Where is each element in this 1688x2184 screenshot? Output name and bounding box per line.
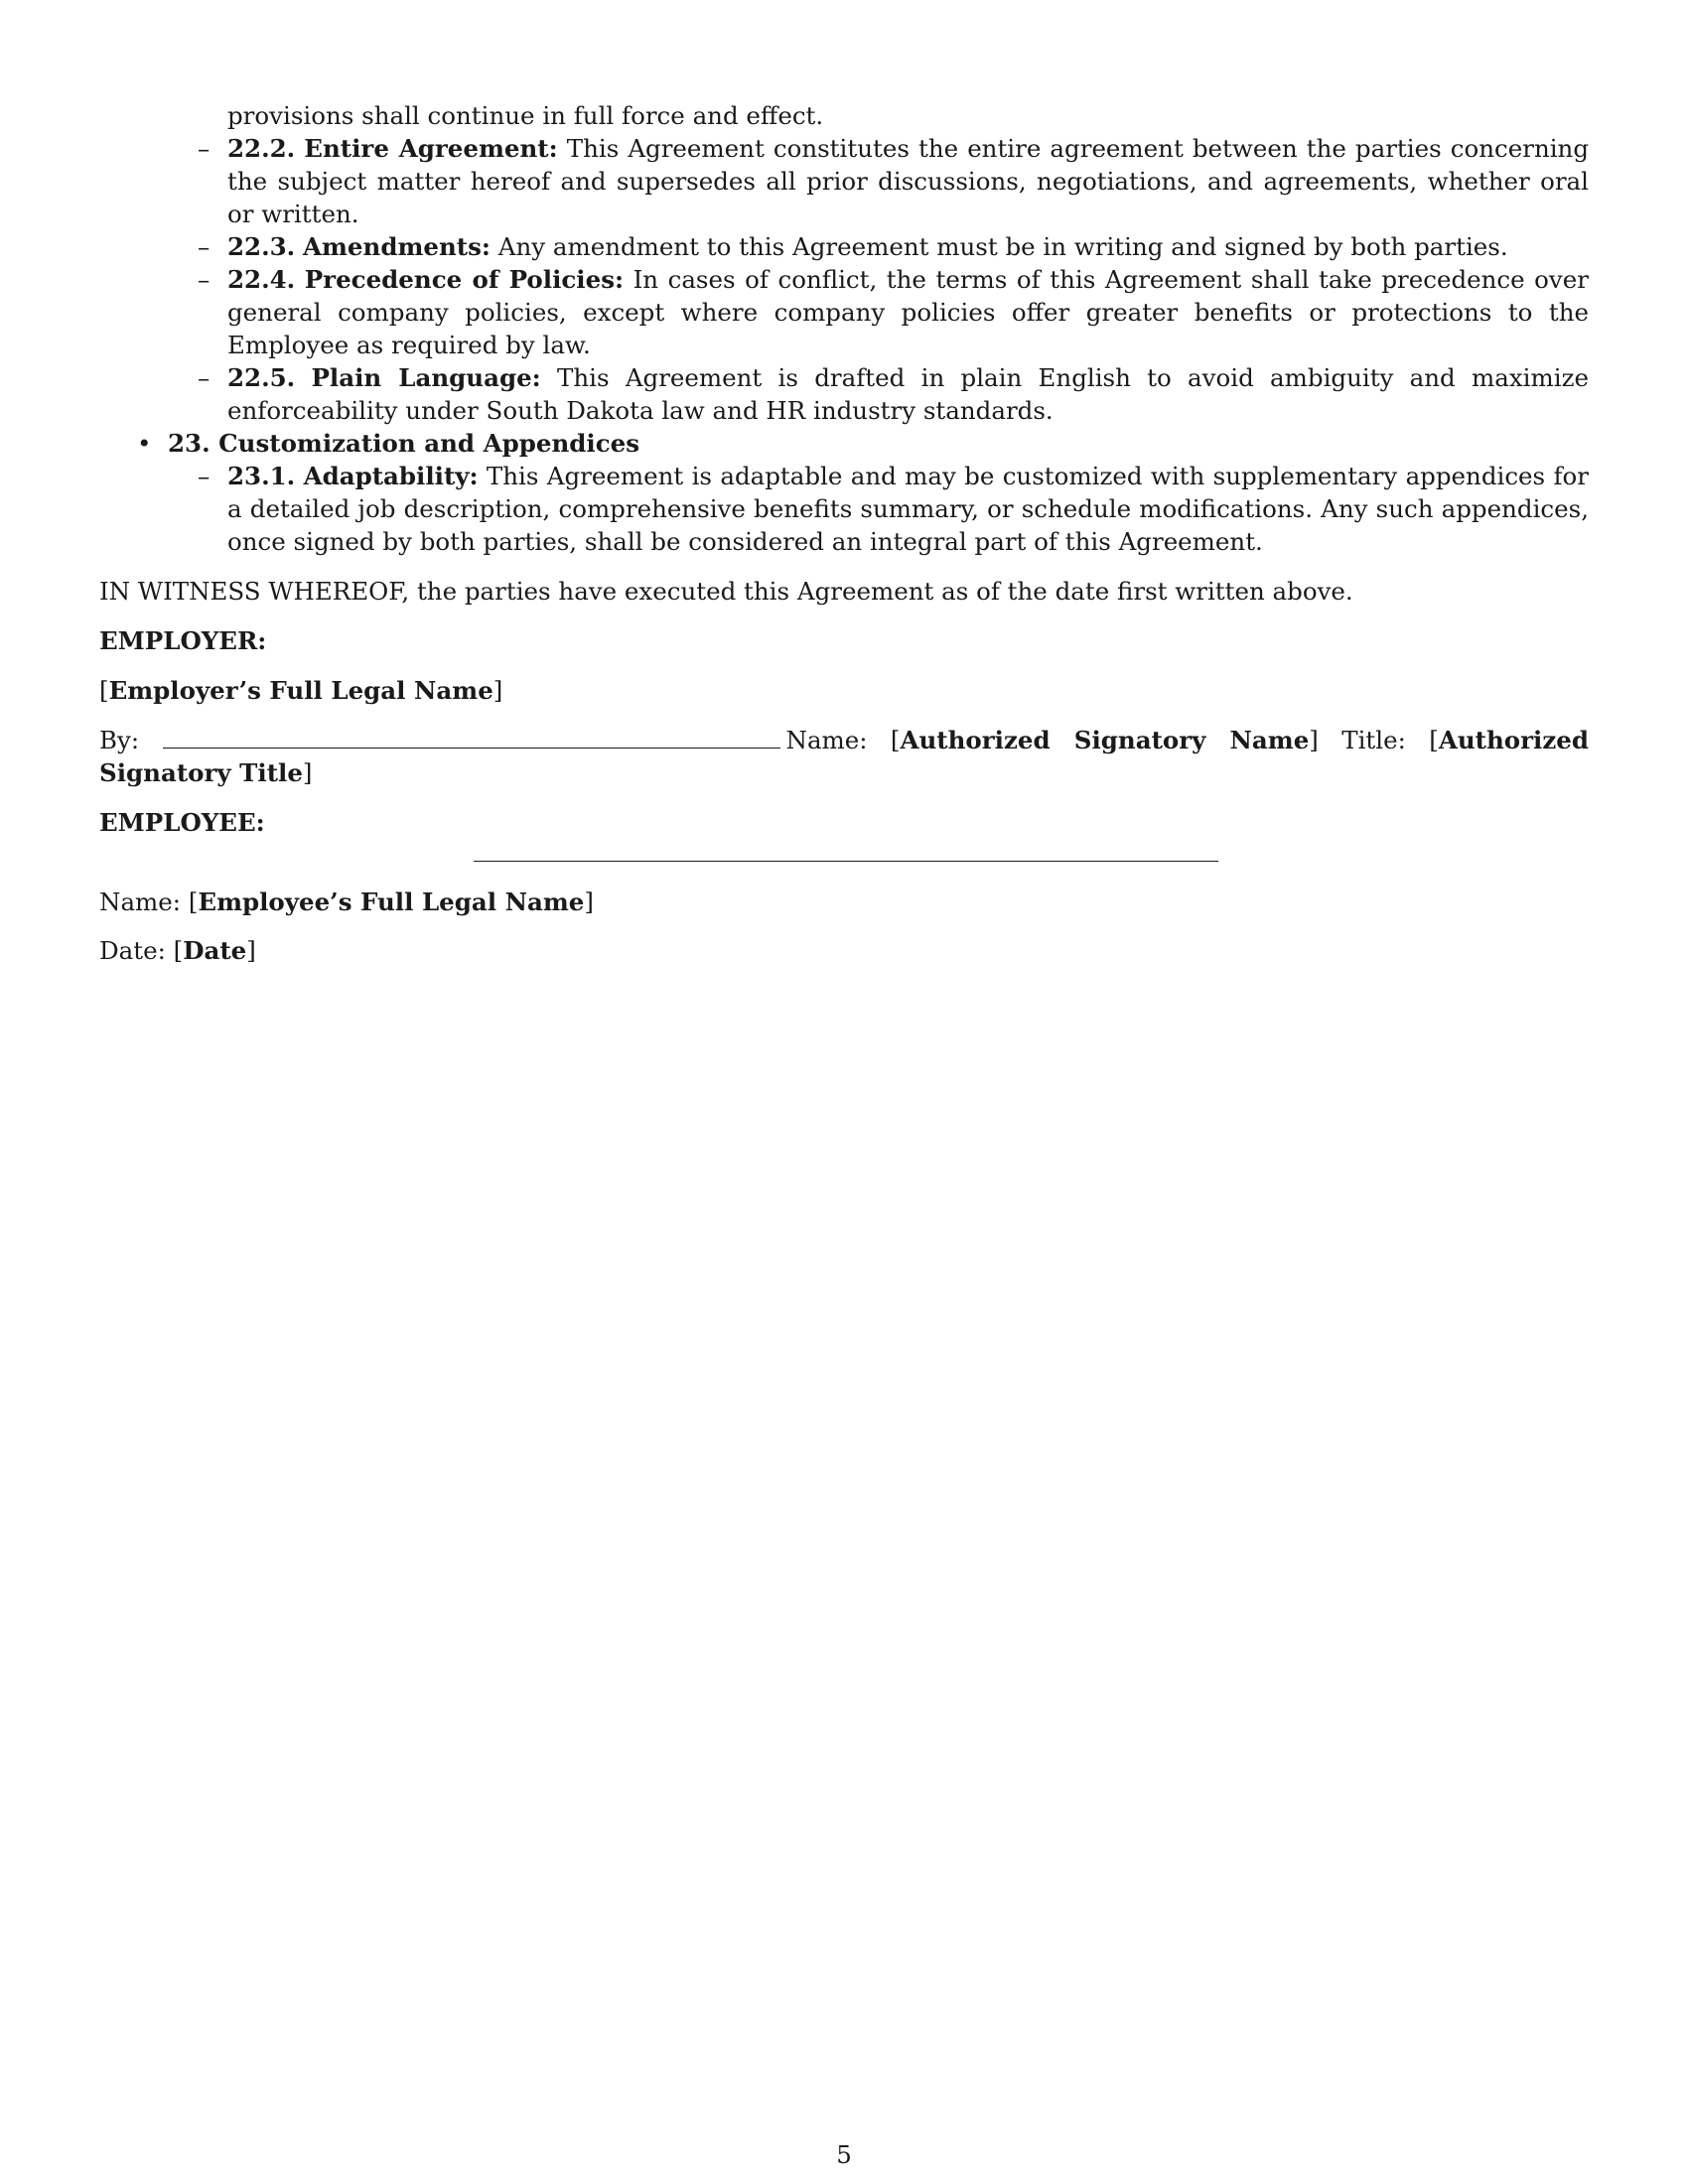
employee-signature-line[interactable] [474, 861, 1218, 862]
clause-number: 22.4. [227, 265, 296, 294]
clause-heading: Precedence of Policies: [304, 265, 625, 294]
employee-name-line: Name: [Employee’s Full Legal Name] [99, 887, 594, 916]
employer-signature-line: By: Name: [Authorized Signatory Name] Title: [Authorized Signatory Title] [99, 726, 1589, 787]
employer-name-placeholder: Employer’s Full Legal Name [108, 676, 493, 705]
employer-name-line: [Employer’s Full Legal Name] [99, 676, 503, 705]
dash-marker: – [198, 265, 211, 294]
employer-heading [99, 624, 1589, 657]
section-23-subitems [168, 460, 1589, 558]
clause-text: This Agreement constitutes the entire agreement between the parties concerning the subject matter hereof and supersedes all prior discussions, negotiations, and agreements, whether oral or written. [227, 134, 1590, 228]
clause-23-1 [168, 460, 1589, 558]
dash-marker: – [198, 462, 211, 490]
section-22-continued [99, 132, 1589, 427]
dash-marker: – [198, 134, 211, 163]
clause-heading: Plain Language: [311, 363, 541, 392]
clause-number: 23.1. [227, 462, 296, 490]
clause-heading: Entire Agreement: [304, 134, 558, 163]
employee-date-placeholder: Date [183, 936, 247, 965]
signatory-name-placeholder: Authorized Signatory Name [900, 726, 1310, 754]
employee-name-placeholder: Employee’s Full Legal Name [198, 887, 585, 916]
signatory-name-label: Name: [785, 726, 868, 754]
clause-number: 22.2. [227, 134, 296, 163]
employee-date-line: Date: [Date] [99, 936, 256, 965]
dash-marker: – [198, 363, 211, 392]
signatory-title-placeholder: Authorized Signatory Title [99, 726, 1589, 787]
clause-number: 22.5. [227, 363, 296, 392]
clause-heading: Adaptability: [303, 462, 479, 490]
employer-signature-blank[interactable] [163, 726, 780, 749]
document-body [99, 99, 1589, 967]
witness-statement: IN WITNESS WHEREOF, the parties have executed this Agreement as of the date first written above. [99, 577, 1353, 606]
section-heading: 23. Customization and Appendices [168, 429, 639, 458]
clause-number: 22.3. [227, 232, 296, 261]
section-list [99, 132, 1589, 558]
clause-heading: Amendments: [303, 232, 491, 261]
dash-marker: – [198, 232, 211, 261]
page-number: 5 [836, 2140, 852, 2169]
clause-text: In cases of conflict, the terms of this Agreement shall take precedence over general company policies, except where company policies offer greater benefits or protections to the Employee as required by law. [227, 265, 1589, 359]
clause-text: This Agreement is drafted in plain English to avoid ambiguity and maximize enforceability under South Dakota law and HR industry standards. [227, 363, 1589, 425]
employee-heading-text: EMPLOYEE: [99, 808, 265, 837]
continuation-text: provisions shall continue in full force and effect. [227, 101, 824, 130]
employee-heading [99, 806, 1589, 839]
bullet-marker: • [137, 429, 152, 458]
clause-22-4 [168, 263, 1589, 361]
clause-text: Any amendment to this Agreement must be in writing and signed by both parties. [497, 232, 1508, 261]
employee-date-label: Date: [99, 936, 166, 965]
clause-22-5 [168, 361, 1589, 427]
clause-22-3 [168, 230, 1589, 263]
section-22-subitems [99, 132, 1589, 427]
by-label: By: [99, 726, 140, 754]
section-23 [99, 427, 1589, 558]
clause-22-2 [168, 132, 1589, 230]
signatory-title-label: Title: [1341, 726, 1406, 754]
employer-heading-text: EMPLOYER: [99, 626, 267, 655]
employee-name-label: Name: [99, 887, 182, 916]
clause-text: This Agreement is adaptable and may be customized with supplementary appendices for a detailed job description, comprehensive benefits summary, or schedule modifications. Any such appendices, once signed by both parties, shall be considered an integral part of this Agreement. [227, 462, 1590, 556]
